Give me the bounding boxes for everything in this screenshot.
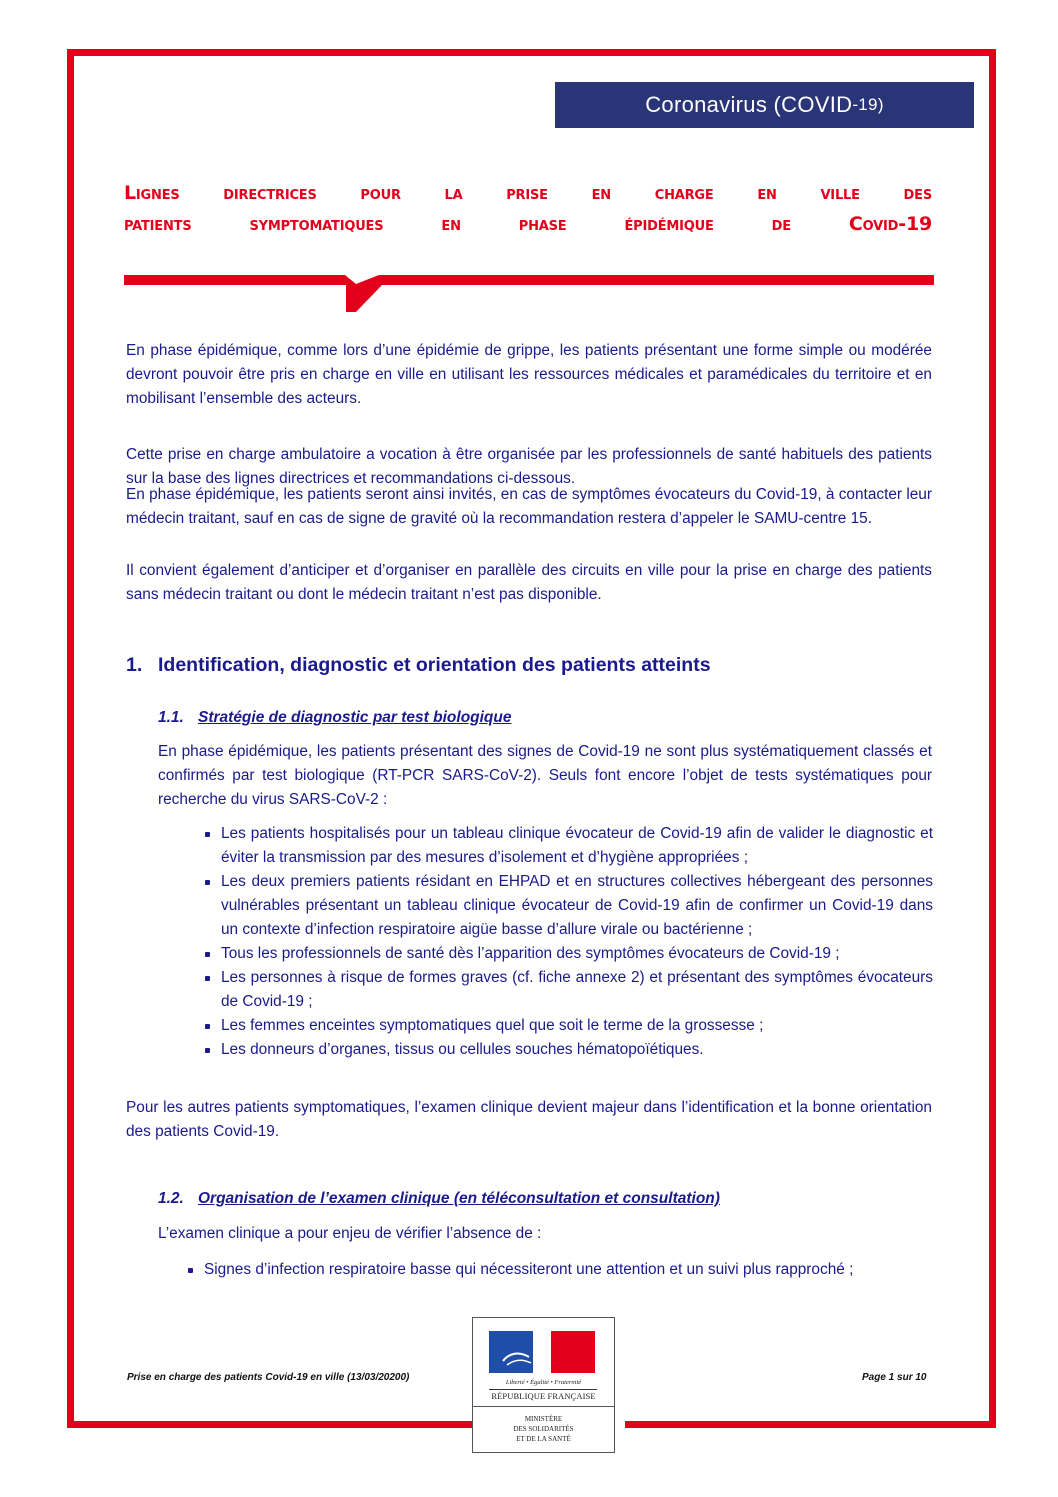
- logo-motto: Liberté • Égalité • Fraternité: [505, 1379, 582, 1386]
- ministry-logo: [472, 1317, 615, 1453]
- bullet-icon: [205, 952, 210, 957]
- list-item-text: Les patients hospitalisés pour un tableau clinique évocateur de Covid-19 afin de valider le diagnostic et éviter la transmission par des mesures d’isolement et d’hygiène appropriées ;: [221, 825, 933, 866]
- list-item: [205, 1014, 933, 1038]
- subsection-1-1-heading: [158, 709, 512, 727]
- list-item: [205, 966, 933, 1014]
- red-frame-right: [989, 49, 996, 1428]
- list-item-text: Les personnes à risque de formes graves (cf. fiche annexe 2) et présentant des symptômes évocateurs de Covid-19 ;: [221, 969, 933, 1010]
- intro-paragraph: Il convient également d’anticiper et d’organiser en parallèle des circuits en ville pour la prise en charge des patients sans médecin traitant ou dont le médecin traitant n’est pas disponible.: [126, 562, 932, 603]
- ministry-line: ET DE LA SANTÉ: [516, 1435, 571, 1443]
- list-item: [205, 822, 933, 870]
- subsection-paragraph: En phase épidémique, les patients présentant des signes de Covid-19 ne sont plus systématiquement classés et confirmés par test biologique (RT-PCR SARS-CoV-2). Seuls font encore l’objet de tests systématiques pour recherche du virus SARS-CoV-2 :: [158, 743, 932, 808]
- intro-paragraph: En phase épidémique, les patients seront ainsi invités, en cas de symptômes évocateurs du Covid-19, à contacter leur médecin traitant, sauf en cas de signe de gravité où la recommandation restera d’appeler le SAMU-centre 15.: [126, 486, 932, 527]
- bullet-icon: [205, 880, 210, 885]
- title-line-2: patients symptomatiques en phase épidémique de Covid-19: [124, 213, 932, 235]
- section-title: Identification, diagnostic et orientation des patients atteints: [158, 654, 711, 676]
- bullet-icon: [205, 1048, 210, 1053]
- banner-main-text: Coronavirus (COVID: [645, 92, 853, 117]
- list-item: [205, 1038, 933, 1062]
- subsection-title: Stratégie de diagnostic par test biologique: [198, 709, 512, 726]
- section-1-heading: [126, 654, 711, 677]
- subsection-title: Organisation de l’examen clinique (en téléconsultation et consultation): [198, 1190, 720, 1207]
- subsection-number: 1.1.: [158, 709, 184, 726]
- title-underline-chevron: [124, 270, 934, 318]
- subsection-1-2-heading: [158, 1190, 720, 1208]
- closing-paragraph: Pour les autres patients symptomatiques, l’examen clinique devient majeur dans l’identification et la bonne orientation des patients Covid-19.: [126, 1099, 932, 1140]
- ministry-line: DES SOLIDARITÉS: [513, 1425, 574, 1433]
- bullet-icon: [188, 1268, 193, 1273]
- marianne-flag-icon: [489, 1331, 595, 1373]
- list-item-text: Signes d’infection respiratoire basse qui nécessiteront une attention et un suivi plus rapproché ;: [204, 1261, 854, 1278]
- exam-criteria-list: [188, 1258, 933, 1282]
- list-item-text: Les deux premiers patients résidant en EHPAD et en structures collectives hébergeant des personnes vulnérables présentant un tableau clinique évocateur de Covid-19 afin de confirmer un Covid-19 dans un contexte d’infection respiratoire aigüe basse d’allure virale ou bactérienne ;: [221, 873, 933, 938]
- list-item: [205, 870, 933, 942]
- red-frame-bottom-left: [67, 1421, 472, 1428]
- logo-ministry: [473, 1414, 614, 1444]
- document-title: [124, 178, 932, 240]
- list-item-text: Tous les professionnels de santé dès l’apparition des symptômes évocateurs de Covid-19 ;: [221, 945, 840, 962]
- logo-republic: RÉPUBLIQUE FRANÇAISE: [491, 1391, 596, 1401]
- test-criteria-list: [205, 822, 933, 1062]
- red-frame-bottom-right: [625, 1421, 996, 1428]
- bullet-icon: [205, 976, 210, 981]
- red-frame-top: [67, 49, 996, 56]
- list-item: [188, 1258, 933, 1282]
- intro-paragraph: Cette prise en charge ambulatoire a vocation à être organisée par les professionnels de santé habituels des patients sur la base des lignes directrices et recommandations ci-dessous.: [126, 446, 932, 487]
- bullet-icon: [205, 1024, 210, 1029]
- title-line-1: Lignes directrices pour la prise en charge en ville des: [124, 182, 932, 204]
- list-item: [205, 942, 933, 966]
- subsection-paragraph: L’examen clinique a pour enjeu de vérifier l’absence de :: [158, 1225, 542, 1242]
- bullet-icon: [205, 832, 210, 837]
- logo-separator: [473, 1406, 614, 1407]
- list-item-text: Les femmes enceintes symptomatiques quel que soit le terme de la grossesse ;: [221, 1017, 764, 1034]
- section-number: 1.: [126, 654, 143, 676]
- footer-page-number: Page 1 sur 10: [862, 1372, 927, 1383]
- logo-rule: [489, 1389, 597, 1390]
- ministry-line: MINISTÈRE: [524, 1415, 563, 1423]
- red-frame-left: [67, 49, 74, 1428]
- banner-suffix-text: -19): [852, 95, 884, 114]
- subsection-number: 1.2.: [158, 1190, 184, 1207]
- intro-paragraph: En phase épidémique, comme lors d’une épidémie de grippe, les patients présentant une forme simple ou modérée devront pouvoir être pris en charge en ville en utilisant les ressources médicales et paramédicales du territoire et en mobilisant l’ensemble des acteurs.: [126, 342, 932, 407]
- footer-document-title: Prise en charge des patients Covid-19 en ville (13/03/20200): [127, 1372, 410, 1383]
- list-item-text: Les donneurs d’organes, tissus ou cellules souches hématopoïétiques.: [221, 1041, 704, 1058]
- covid-banner: [555, 82, 974, 128]
- chevron-shape: [124, 275, 934, 312]
